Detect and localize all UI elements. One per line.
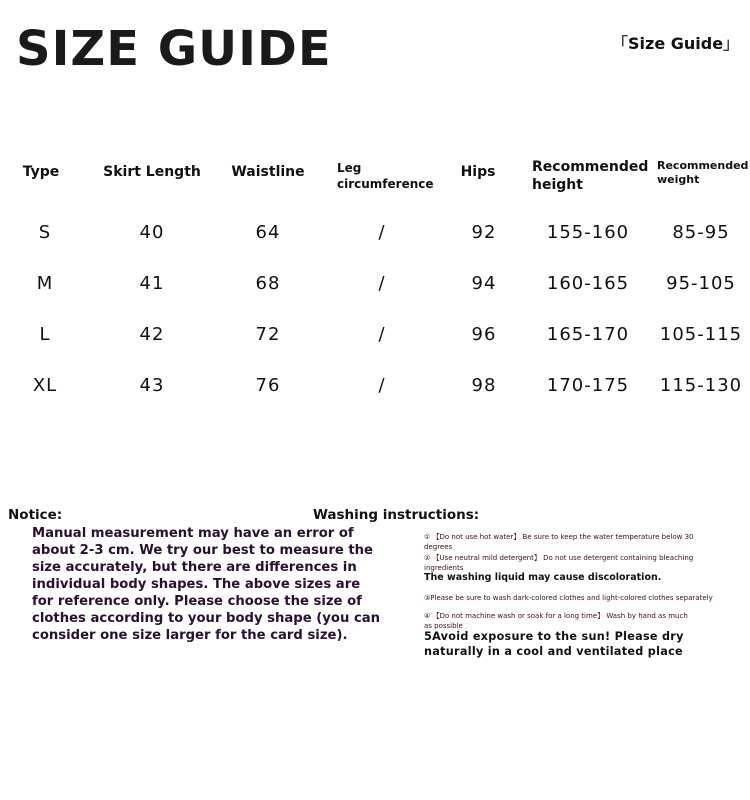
cell-height: 165-170 <box>546 324 630 345</box>
header-weight-line1: Recommended <box>657 159 749 172</box>
cell-hips: 96 <box>471 324 497 345</box>
cell-skirt-length: 43 <box>139 375 165 396</box>
cell-size: M <box>36 273 54 294</box>
washing-item-2: ② 【Use neutral mild detergent】 Do not use detergent containing bleaching ingredients <box>424 554 694 572</box>
cell-height: 160-165 <box>546 273 630 294</box>
header-height-line2: height <box>532 177 583 193</box>
cell-leg: / <box>378 273 386 294</box>
cell-height: 170-175 <box>546 375 630 396</box>
header-recommended-weight <box>657 159 748 187</box>
size-guide-tag: 「Size Guide」 <box>612 34 740 53</box>
cell-waistline: 64 <box>255 222 281 243</box>
cell-waistline: 72 <box>255 324 281 345</box>
header-skirt-length: Skirt Length <box>103 164 201 180</box>
header-leg-circumference <box>337 160 434 192</box>
cell-skirt-length: 40 <box>139 222 165 243</box>
cell-weight: 95-105 <box>666 273 736 294</box>
cell-leg: / <box>378 375 386 396</box>
header-leg-line2: circumference <box>337 177 434 191</box>
cell-leg: / <box>378 324 386 345</box>
notice-heading: Notice: <box>8 507 63 523</box>
cell-skirt-length: 42 <box>139 324 165 345</box>
washing-item-4: ④ 【Do not machine wash or soak for a long time】 Wash by hand as much as possible <box>424 612 688 630</box>
cell-height: 155-160 <box>546 222 630 243</box>
header-waistline: Waistline <box>231 164 305 180</box>
cell-waistline: 68 <box>255 273 281 294</box>
cell-size: L <box>39 324 51 345</box>
header-hips: Hips <box>460 164 496 180</box>
cell-hips: 92 <box>471 222 497 243</box>
cell-weight: 85-95 <box>672 222 730 243</box>
washing-heading: Washing instructions: <box>313 507 480 523</box>
cell-leg: / <box>378 222 386 243</box>
cell-weight: 115-130 <box>659 375 743 396</box>
cell-weight: 105-115 <box>659 324 743 345</box>
cell-size: XL <box>32 375 58 396</box>
washing-item-3: ③Please be sure to wash dark-colored clothes and light-colored clothes separately <box>424 594 713 602</box>
cell-waistline: 76 <box>255 375 281 396</box>
washing-item-1: ① 【Do not use hot water】 Be sure to keep the water temperature below 30 degrees <box>424 533 694 551</box>
notice-body: Manual measurement may have an error of about 2-3 cm. We try our best to measure the size accurately, but there are differences in individual body shapes. The above sizes are for reference only. Please choose the size of clothes according to your body shape (you can consider one size larger for the card size). <box>32 526 381 643</box>
cell-hips: 98 <box>471 375 497 396</box>
header-leg-line1: Leg <box>337 161 362 175</box>
cell-size: S <box>38 222 52 243</box>
header-recommended-height <box>532 158 648 194</box>
header-height-line1: Recommended <box>532 159 649 175</box>
header-type: Type <box>22 164 60 180</box>
page-title: SIZE GUIDE <box>16 21 332 77</box>
washing-item-5: 5Avoid exposure to the sun! Please dry naturally in a cool and ventilated place <box>424 630 684 658</box>
washing-item-2-note: The washing liquid may cause discoloration. <box>424 572 662 583</box>
header-weight-line2: weight <box>657 173 700 186</box>
cell-hips: 94 <box>471 273 497 294</box>
cell-skirt-length: 41 <box>139 273 165 294</box>
